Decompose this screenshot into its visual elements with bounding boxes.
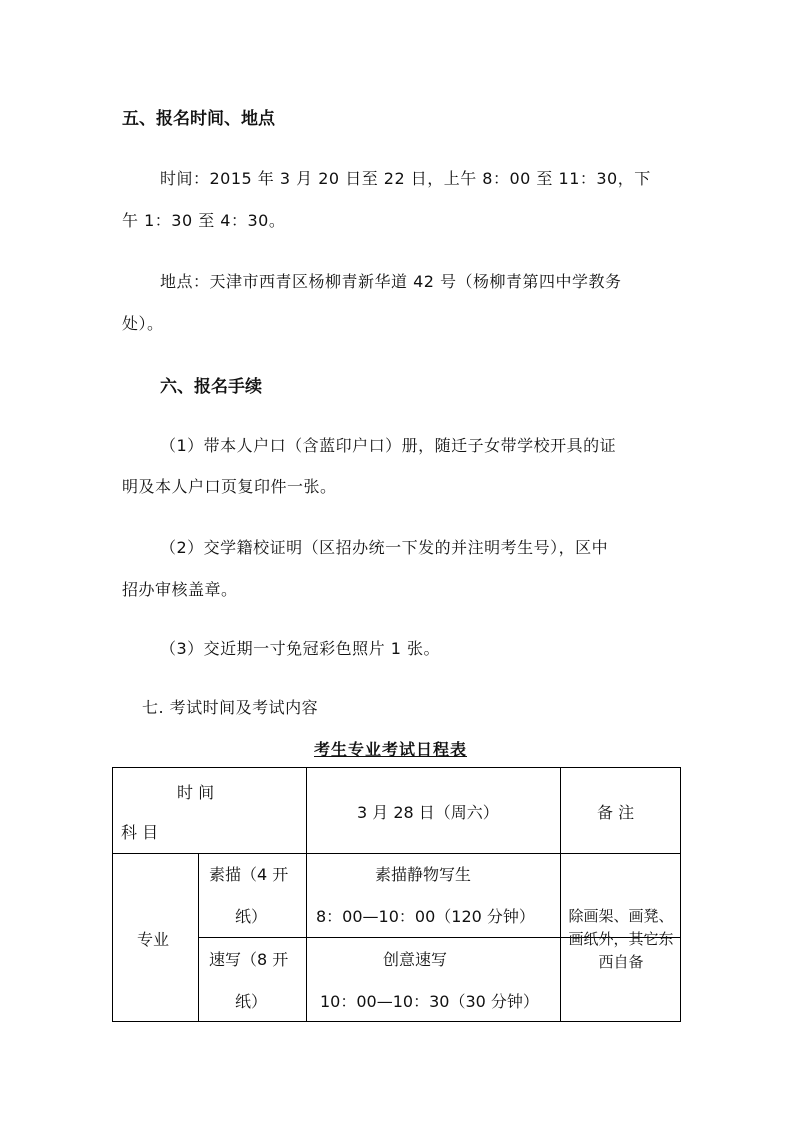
time-speed-sketch: 10：00—10：30（30 分钟） xyxy=(320,992,539,1011)
note-line-2: 画纸外，其它东 xyxy=(568,930,674,948)
subject-sketch-line-2: 纸） xyxy=(235,907,268,926)
procedure-item-2-line-1: （2）交学籍校证明（区招办统一下发的并注明考生号），区中 xyxy=(160,538,609,557)
table-divider xyxy=(113,853,680,854)
registration-time-line-1: 时间：2015 年 3 月 20 日至 22 日，上午 8：00 至 11：30，下 xyxy=(160,169,651,188)
subject-speed-sketch-line-1: 速写（8 开 xyxy=(209,950,289,969)
registration-time-line-2: 午 1：30 至 4：30。 xyxy=(122,211,286,230)
content-sketch: 素描静物写生 xyxy=(375,865,472,884)
procedure-item-1-line-1: （1）带本人户口（含蓝印户口）册，随迁子女带学校开具的证 xyxy=(160,436,617,455)
note-line-3: 西自备 xyxy=(598,953,644,971)
content-speed-sketch: 创意速写 xyxy=(383,950,448,969)
subject-speed-sketch-line-2: 纸） xyxy=(235,992,268,1011)
time-sketch: 8：00—10：00（120 分钟） xyxy=(316,907,535,926)
table-divider xyxy=(306,768,307,1021)
header-date: 3 月 28 日（周六） xyxy=(357,803,499,822)
procedure-item-3: （3）交近期一寸免冠彩色照片 1 张。 xyxy=(160,639,441,658)
section-7-heading: 七. 考试时间及考试内容 xyxy=(142,698,319,717)
header-note: 备 注 xyxy=(597,803,635,822)
section-6-heading: 六、报名手续 xyxy=(160,377,262,397)
note-text xyxy=(562,905,680,974)
category-label: 专业 xyxy=(137,930,170,949)
table-divider xyxy=(198,937,560,938)
schedule-title: 考生专业考试日程表 xyxy=(314,740,468,759)
procedure-item-1-line-2: 明及本人户口页复印件一张。 xyxy=(122,477,337,496)
subject-sketch-line-1: 素描（4 开 xyxy=(209,865,289,884)
registration-place-line-2: 处）。 xyxy=(122,314,164,333)
schedule-table xyxy=(112,767,681,1022)
procedure-item-2-line-2: 招办审核盖章。 xyxy=(122,580,238,599)
table-divider xyxy=(560,768,561,1021)
note-line-1: 除画架、画凳、 xyxy=(568,907,674,925)
header-subject-label: 科 目 xyxy=(121,823,159,842)
section-5-heading: 五、报名时间、地点 xyxy=(122,109,275,129)
registration-place-line-1: 地点：天津市西青区杨柳青新华道 42 号（杨柳青第四中学教务 xyxy=(160,272,622,291)
header-time-label: 时 间 xyxy=(177,783,215,802)
